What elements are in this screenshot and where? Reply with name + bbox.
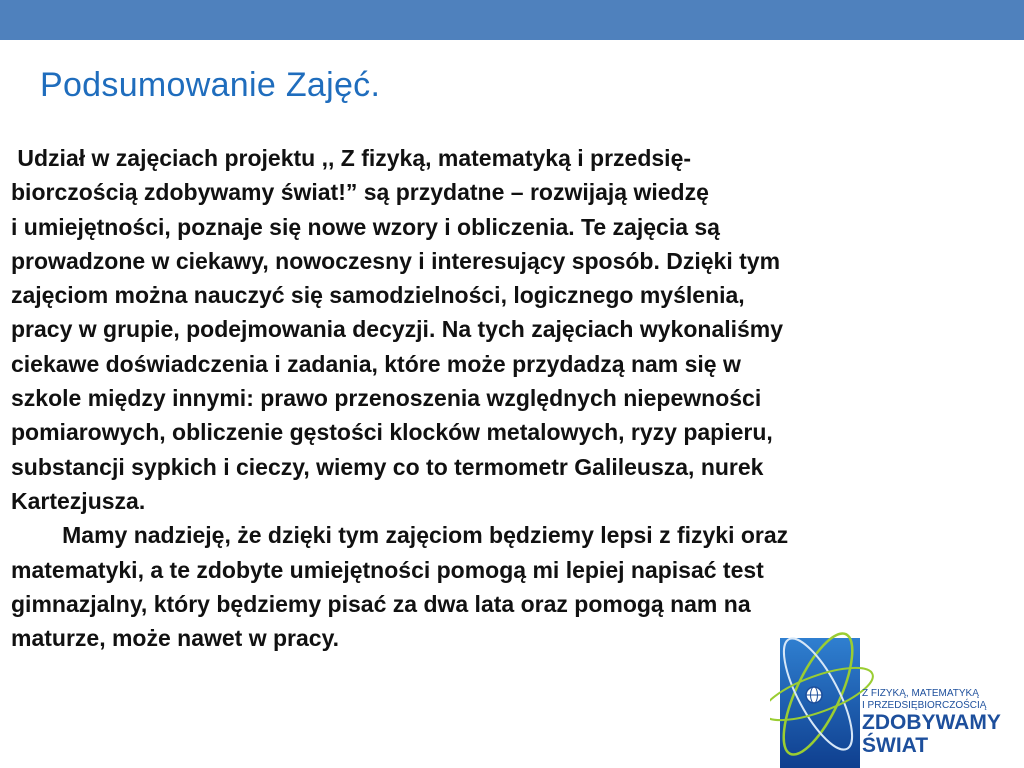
summary-text: [11, 141, 1016, 655]
text-line: biorczością zdobywamy świat!” są przydatne – rozwijają wiedzę: [11, 179, 709, 206]
text-line: zajęciom można nauczyć się samodzielności, logicznego myślenia,: [11, 282, 745, 309]
logo-line4: ŚWIAT: [862, 734, 929, 757]
text-line: i umiejętności, poznaje się nowe wzory i obliczenia. Te zajęcia są: [11, 213, 720, 240]
text-line: Udział w zajęciach projektu ,, Z fizyką, matematyką i przedsię-: [11, 145, 692, 171]
text-line: matematyki, a te zdobyte umiejętności pomogą mi lepiej napisać test: [11, 556, 764, 583]
project-logo: [770, 622, 1024, 768]
text-line: Mamy nadzieję, że dzięki tym zajęciom będziemy lepsi z fizyki oraz: [11, 522, 789, 549]
text-line: szkole między innymi: prawo przenoszenia względnych niepewności: [11, 385, 762, 412]
top-bar: [0, 0, 1024, 40]
logo-line3: ZDOBYWAMY: [862, 711, 1001, 734]
text-line: gimnazjalny, który będziemy pisać za dwa lata oraz pomogą nam na: [11, 590, 751, 617]
text-line: pracy w grupie, podejmowania decyzji. Na tych zajęciach wykonaliśmy: [11, 316, 784, 343]
text-line: prowadzone w ciekawy, nowoczesny i interesujący sposób. Dzięki tym: [11, 247, 781, 274]
text-line: substancji sypkich i cieczy, wiemy co to termometr Galileusza, nurek: [11, 453, 764, 480]
logo-line1: Z FIZYKĄ, MATEMATYKĄ: [862, 688, 979, 699]
logo-line2: I PRZEDSIĘBIORCZOŚCIĄ: [862, 700, 987, 711]
text-line: maturze, może nawet w pracy.: [11, 625, 340, 652]
text-line: pomiarowych, obliczenie gęstości klocków metalowych, ryzy papieru,: [11, 419, 773, 446]
text-line: Kartezjusza.: [11, 487, 146, 514]
text-line: ciekawe doświadczenia i zadania, które może przydadzą nam się w: [11, 350, 741, 377]
slide-title: Podsumowanie Zajęć.: [40, 66, 381, 104]
